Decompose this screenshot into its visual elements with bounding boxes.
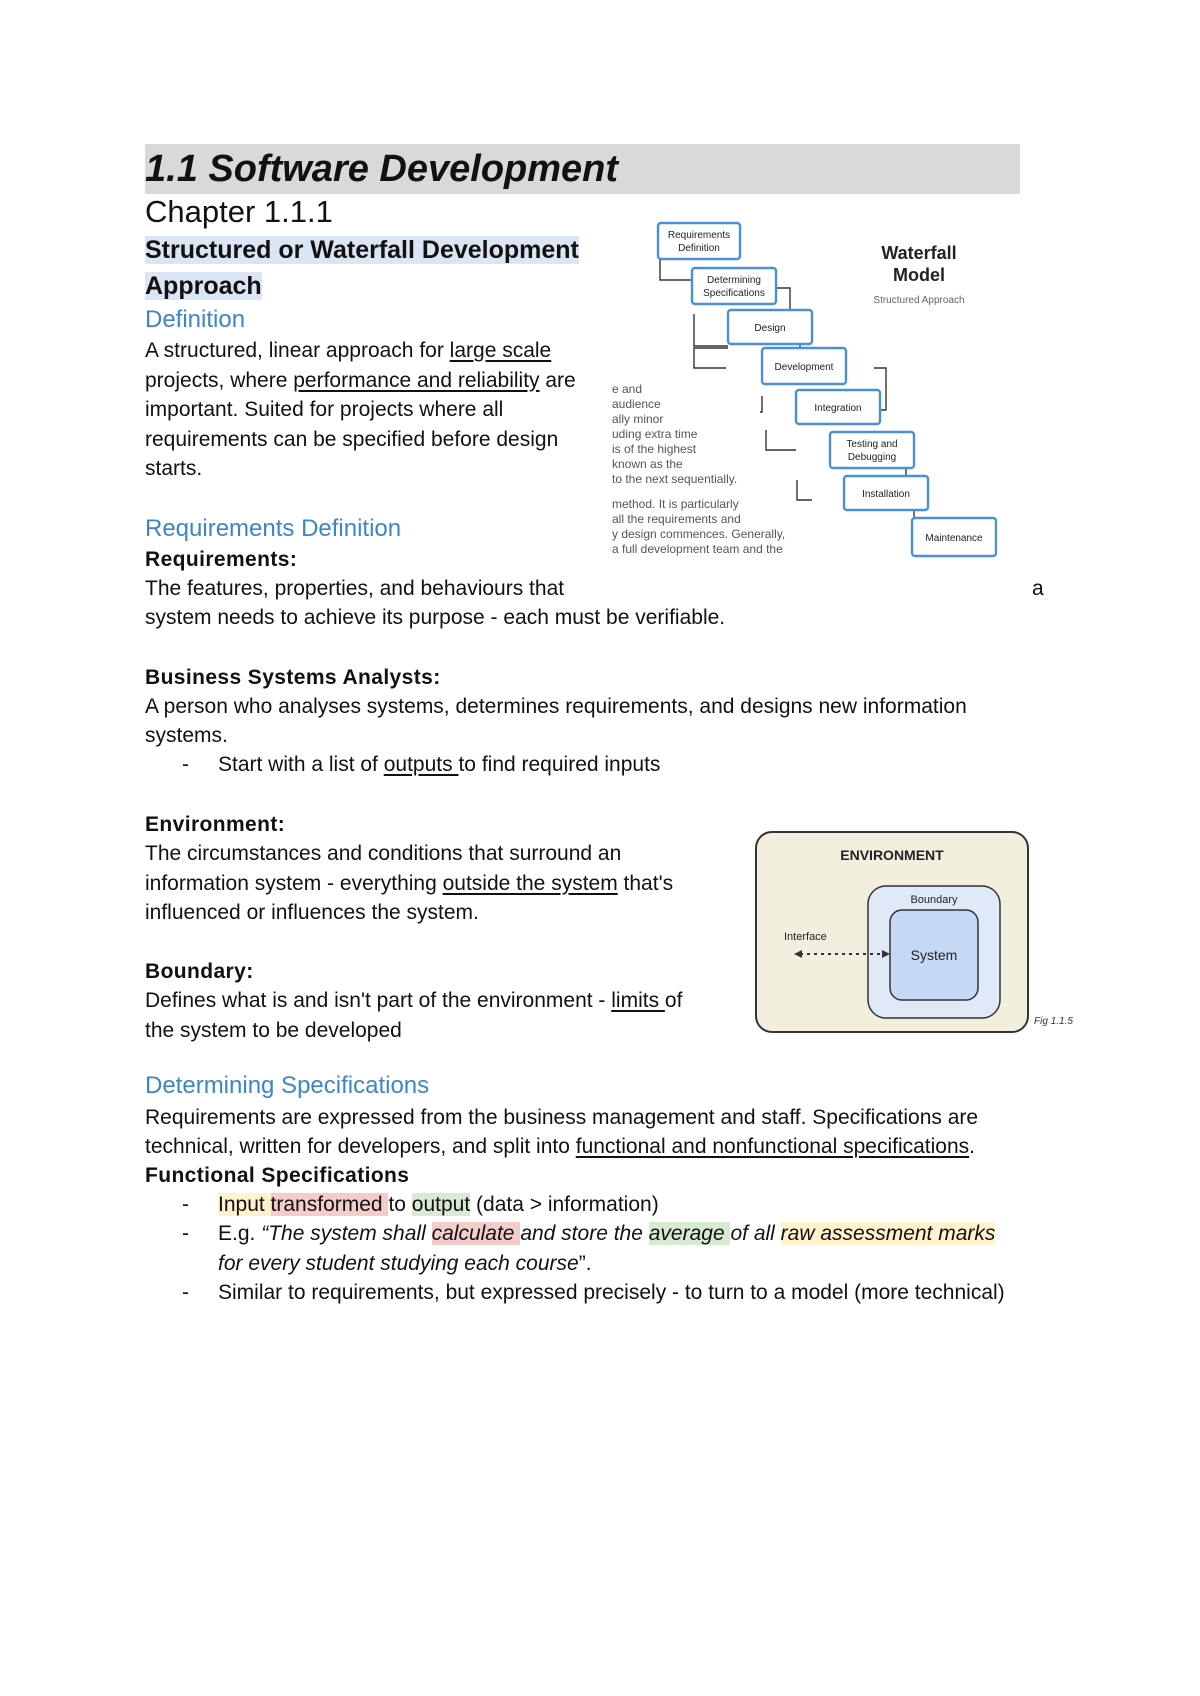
environment-figure bbox=[754, 830, 1084, 1040]
svg-text:Specifications: Specifications bbox=[703, 288, 765, 299]
chapter-heading: Chapter 1.1.1 bbox=[145, 194, 333, 229]
bsa-term: Business Systems Analysts: bbox=[145, 666, 441, 689]
functional-bullet-2: E.g. “The system shall calculate and store the average of all raw assessment marks for every student studying each course”. bbox=[218, 1222, 996, 1275]
waterfall-title-line2: Model bbox=[893, 265, 945, 285]
waterfall-subtitle: Structured Approach bbox=[873, 295, 965, 306]
bsa-text-line2: systems. bbox=[145, 724, 228, 747]
svg-text:to the next sequentially.: to the next sequentially. bbox=[612, 472, 738, 486]
requirements-definition-heading: Requirements Definition bbox=[145, 515, 402, 542]
boundary-paragraph: Defines what is and isn't part of the environment - limits of the system to be developed bbox=[145, 989, 683, 1042]
specifications-text-line1: Requirements are expressed from the business management and staff. Specifications are bbox=[145, 1106, 979, 1129]
requirements-term: Requirements: bbox=[145, 548, 298, 571]
section-subheading bbox=[145, 232, 579, 304]
bullet-dash: - bbox=[182, 753, 189, 776]
svg-text:Requirements: Requirements bbox=[667, 230, 731, 241]
functional-bullet-1: Input transformed to output (data > information) bbox=[218, 1193, 659, 1216]
subheading-line2: Approach bbox=[145, 272, 262, 300]
boundary-label: Boundary bbox=[910, 894, 958, 906]
svg-text:ally minor: ally minor bbox=[612, 412, 664, 426]
svg-text:known as the: known as the bbox=[612, 457, 683, 471]
svg-text:method. It is particularly: method. It is particularly bbox=[612, 497, 739, 511]
bullet-dash: - bbox=[182, 1281, 189, 1304]
svg-text:uding extra time: uding extra time bbox=[612, 427, 698, 441]
bullet-dash: - bbox=[182, 1222, 189, 1245]
svg-text:e and: e and bbox=[612, 382, 643, 396]
environment-figure-title: ENVIRONMENT bbox=[840, 847, 944, 863]
bsa-text-line1: A person who analyses systems, determines requirements, and designs new information bbox=[145, 695, 967, 718]
requirements-text-line1: The features, properties, and behaviours that bbox=[145, 577, 565, 600]
waterfall-title-line1: Waterfall bbox=[881, 243, 957, 263]
svg-text:all the requirements and: all the requirements and bbox=[612, 512, 741, 526]
subheading-line1: Structured or Waterfall Development bbox=[145, 236, 579, 264]
svg-text:Maintenance: Maintenance bbox=[925, 533, 983, 544]
requirements-text-line2: system needs to achieve its purpose - each must be verifiable. bbox=[145, 606, 726, 629]
definition-paragraph: A structured, linear approach for large scale projects, where performance and reliability are important. Suited for projects where all requirements can be specified before design starts. bbox=[145, 339, 576, 480]
system-label: System bbox=[910, 947, 958, 963]
svg-text:is of the highest: is of the highest bbox=[612, 442, 697, 456]
requirements-text-line1-end: a bbox=[1032, 577, 1044, 600]
waterfall-model-figure bbox=[612, 218, 997, 560]
page-title: 1.1 Software Development bbox=[145, 144, 1020, 194]
bsa-bullet: Start with a list of outputs to find required inputs bbox=[218, 753, 661, 776]
svg-text:audience: audience bbox=[612, 397, 661, 411]
definition-heading: Definition bbox=[145, 306, 246, 333]
svg-text:Integration: Integration bbox=[814, 403, 862, 414]
environment-term: Environment: bbox=[145, 813, 286, 836]
svg-text:Design: Design bbox=[754, 323, 786, 334]
svg-text:Testing and: Testing and bbox=[846, 439, 898, 450]
environment-paragraph: The circumstances and conditions that surround an information system - everything outside the system that's influenced or influences the system. bbox=[145, 842, 674, 924]
svg-text:Determining: Determining bbox=[707, 275, 761, 286]
svg-text:Development: Development bbox=[774, 362, 834, 373]
figure-caption: Fig 1.1.5 bbox=[1034, 1016, 1073, 1027]
functional-bullet-3: Similar to requirements, but expressed precisely - to turn to a model (more technical) bbox=[218, 1281, 1005, 1304]
specifications-text-line2: technical, written for developers, and split into functional and nonfunctional specifications. bbox=[145, 1135, 976, 1158]
svg-text:y design commences. Generally,: y design commences. Generally, bbox=[612, 527, 786, 541]
interface-label: Interface bbox=[784, 931, 827, 943]
svg-text:Installation: Installation bbox=[862, 489, 910, 500]
svg-text:Definition: Definition bbox=[678, 243, 720, 254]
bullet-dash: - bbox=[182, 1193, 189, 1216]
svg-text:a full development team and th: a full development team and the bbox=[612, 542, 783, 556]
functional-specifications-term: Functional Specifications bbox=[145, 1164, 410, 1187]
specifications-heading: Determining Specifications bbox=[145, 1072, 430, 1099]
figure-background-text bbox=[612, 382, 785, 556]
svg-text:Debugging: Debugging bbox=[847, 452, 897, 463]
boundary-term: Boundary: bbox=[145, 960, 254, 983]
